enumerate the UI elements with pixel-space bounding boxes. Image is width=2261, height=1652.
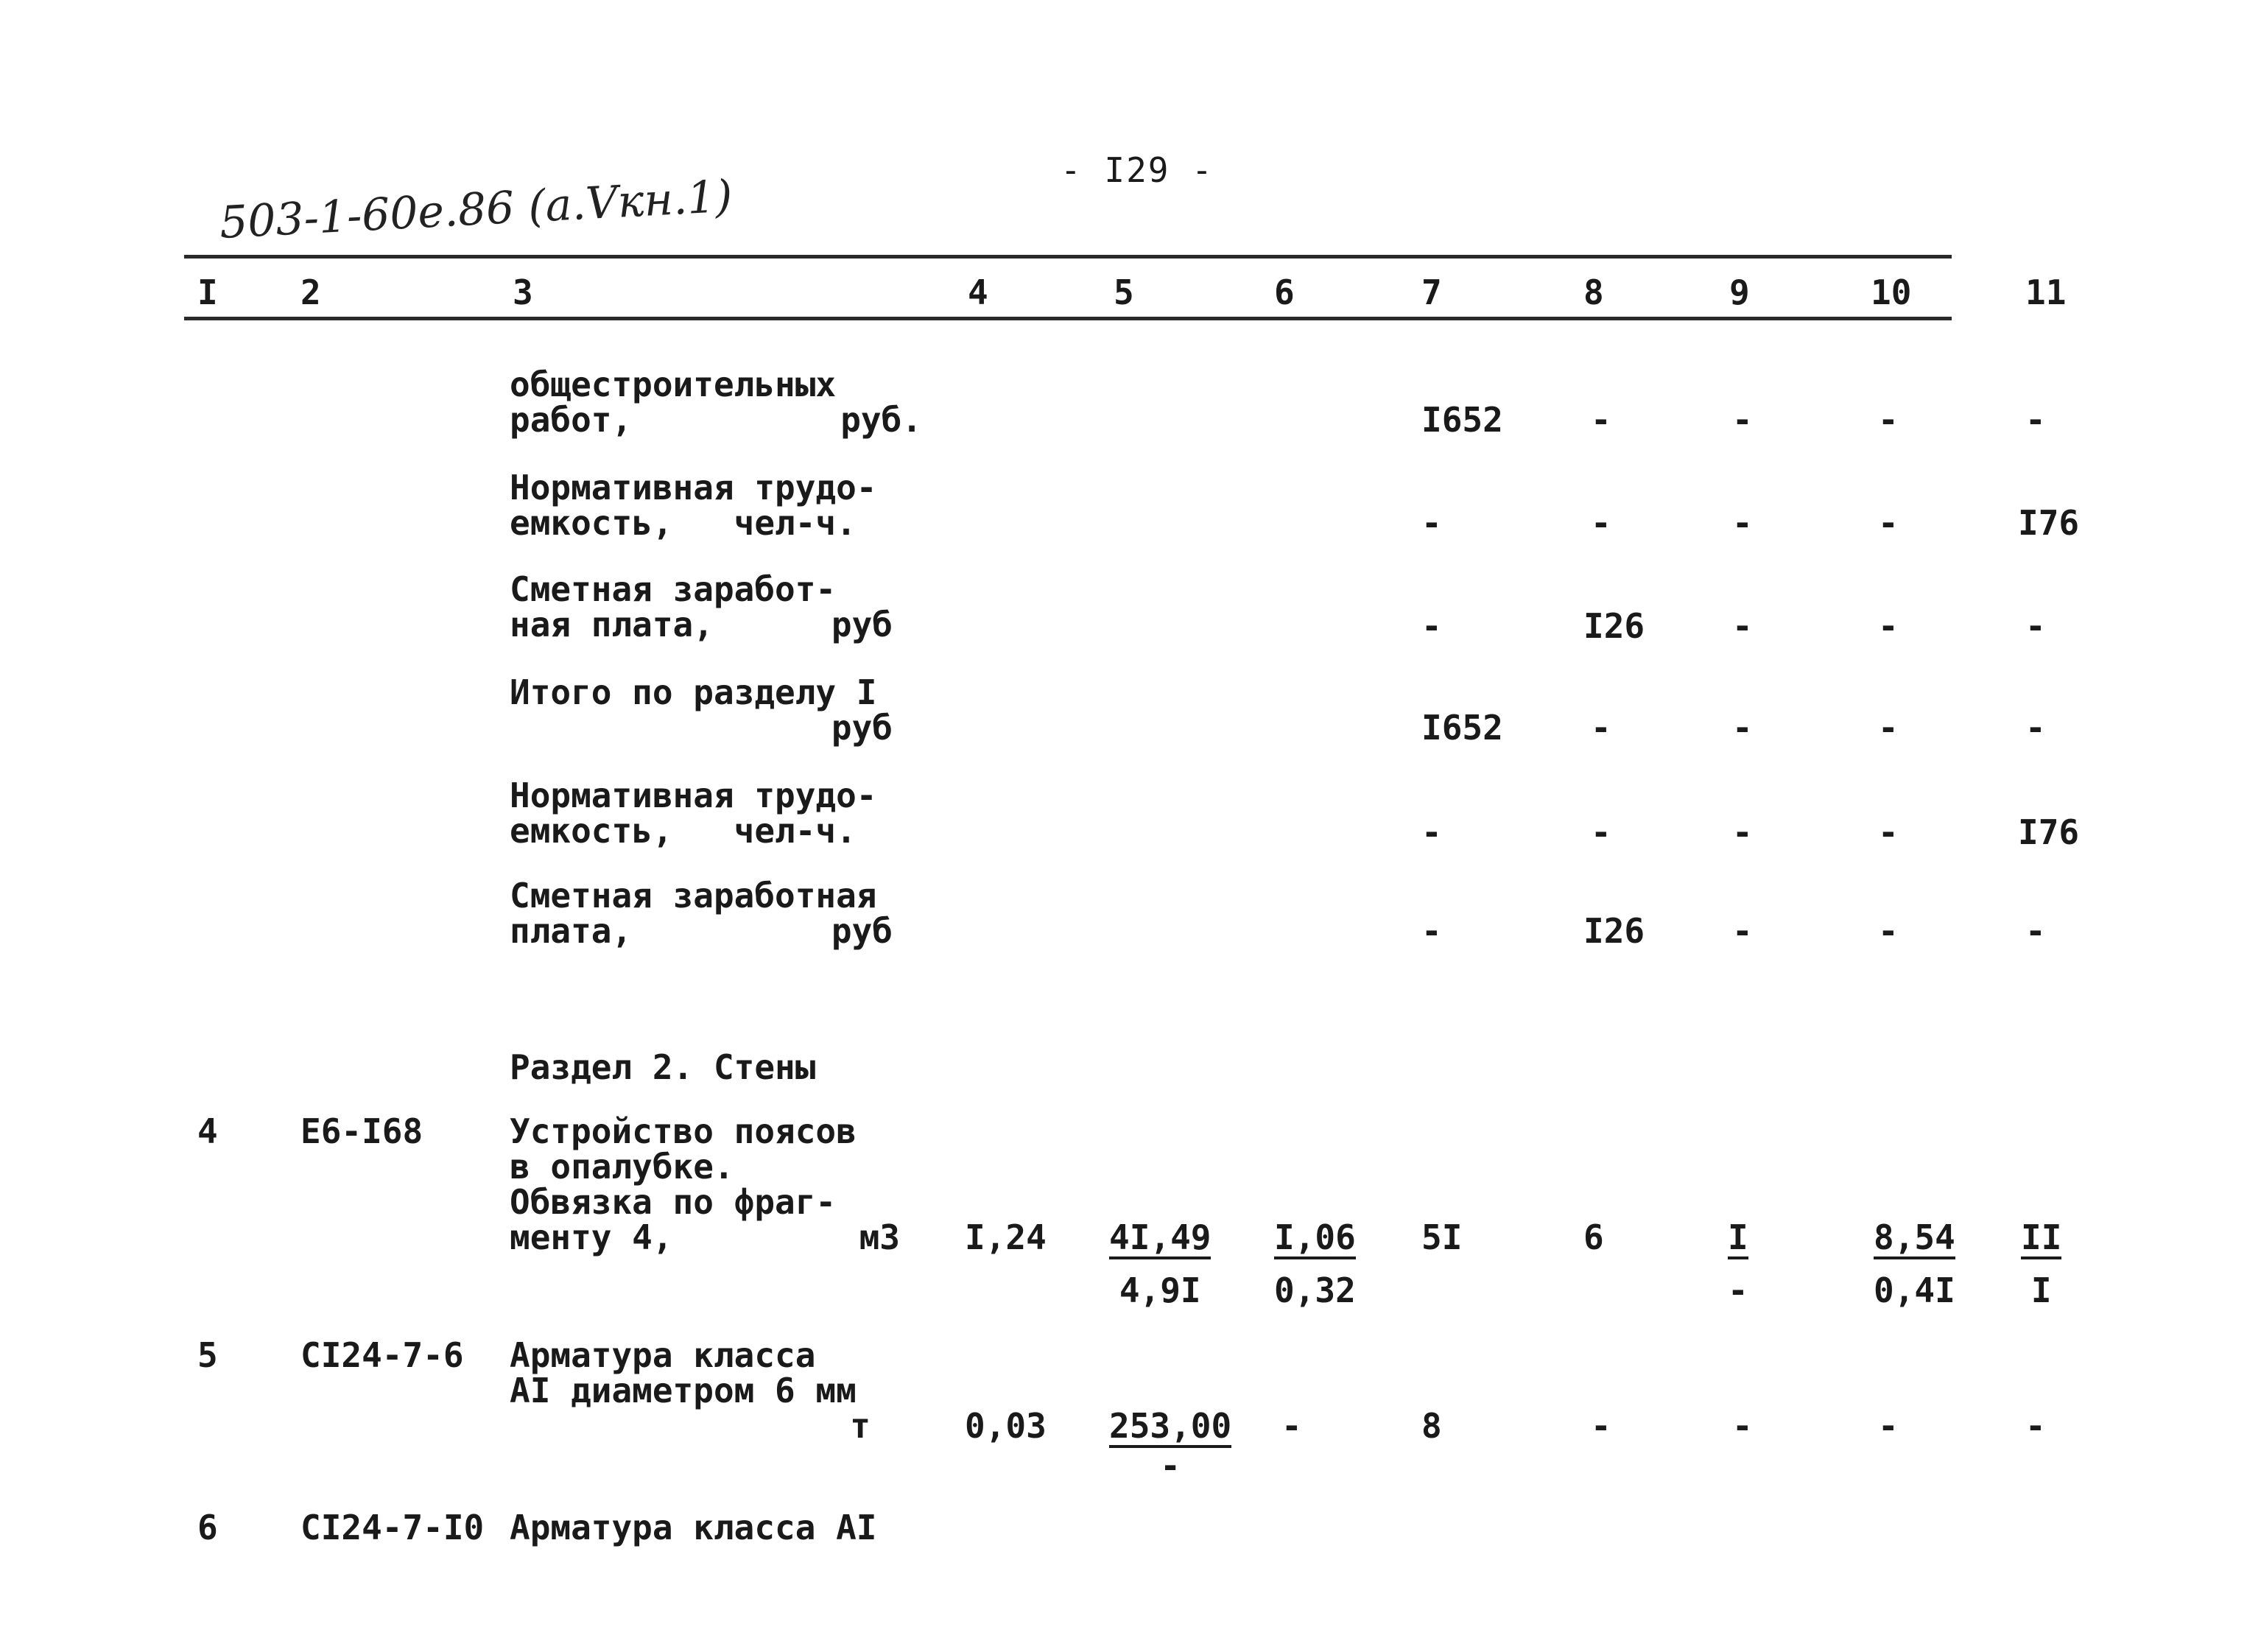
item-code: СI24-7-6 [300, 1335, 464, 1375]
item-number: 5 [197, 1335, 218, 1375]
item-col11-fraction: II I [2021, 1217, 2062, 1310]
item-col8: 6 [1583, 1217, 1604, 1257]
summary-row-col10: - [1878, 812, 1899, 852]
summary-row-description: Нормативная трудо- емкость, чел-ч. [510, 468, 877, 543]
summary-row-col11: - [2025, 400, 2046, 440]
column-header-1: I [197, 273, 218, 312]
document-code-handwritten: 503-1-60е.86 (а.Vкн.1) [218, 170, 734, 249]
summary-row-col10: - [1878, 708, 1899, 748]
unit-label: т [850, 1406, 871, 1446]
summary-row-col11: - [2025, 606, 2046, 646]
item-col9-fraction: I - [1728, 1217, 1748, 1310]
summary-row-col9: - [1732, 708, 1753, 748]
item-col8: - [1591, 1406, 1611, 1446]
item-description: Арматура класса АI диаметром 6 мм т [510, 1338, 922, 1444]
column-header-4: 4 [968, 273, 988, 312]
summary-row-col10: - [1878, 503, 1899, 543]
column-header-8: 8 [1583, 273, 1604, 312]
column-header-5: 5 [1114, 273, 1134, 312]
summary-row-col11: - [2025, 911, 2046, 951]
summary-row-col9: - [1732, 812, 1753, 852]
summary-row-description: Итого по разделу I руб [510, 675, 922, 745]
unit-label: чел-ч. [734, 811, 857, 851]
table-header-rule [184, 317, 1952, 320]
summary-row-col11: I76 [2018, 812, 2080, 852]
table-top-rule [184, 255, 1952, 259]
summary-row-description: Сметная заработная плата, руб [510, 876, 893, 951]
item-code: Е6-I68 [300, 1111, 423, 1151]
item-quantity: 0,03 [965, 1406, 1047, 1446]
item-description: Устройство поясов в опалубке. Обвязка по фраг- менту 4, м3 [510, 1111, 900, 1257]
item-col7: 5I [1421, 1217, 1463, 1257]
column-header-3: 3 [513, 273, 533, 312]
column-header-9: 9 [1729, 273, 1750, 312]
item-number: 6 [197, 1508, 218, 1547]
summary-row-col8: I26 [1583, 911, 1645, 951]
summary-row-col11: - [2025, 708, 2046, 748]
item-col6: - [1281, 1406, 1302, 1446]
item-code: СI24-7-I0 [300, 1508, 485, 1547]
item-col10: - [1878, 1406, 1899, 1446]
summary-row-col10: - [1878, 911, 1899, 951]
unit-label: руб [831, 605, 893, 644]
summary-row-description: общестроительных работ, руб. [510, 365, 922, 440]
unit-label: руб [831, 911, 893, 951]
page-number: - I29 - [1061, 150, 1214, 190]
item-col7: 8 [1421, 1406, 1442, 1446]
summary-row-description: Нормативная трудо- емкость, чел-ч. [510, 776, 877, 851]
summary-row-col7: - [1421, 503, 1442, 543]
summary-row-col7: - [1421, 812, 1442, 852]
summary-row-col8: I26 [1583, 606, 1645, 646]
summary-row-description: Сметная заработ- ная плата, руб [510, 569, 893, 644]
summary-row-col7: I652 [1421, 400, 1503, 440]
summary-row-col11: I76 [2018, 503, 2080, 543]
summary-row-col9: - [1732, 503, 1753, 543]
item-col6-fraction: I,06 0,32 [1274, 1217, 1356, 1310]
column-header-6: 6 [1274, 273, 1295, 312]
unit-label: чел-ч. [734, 503, 857, 543]
column-header-2: 2 [300, 273, 321, 312]
summary-row-col9: - [1732, 606, 1753, 646]
summary-row-col9: - [1732, 911, 1753, 951]
column-header-11: 11 [2025, 273, 2067, 312]
item-number: 4 [197, 1111, 218, 1151]
item-col5-fraction: 4I,49 4,9I [1109, 1217, 1212, 1310]
summary-row-col8: - [1591, 503, 1611, 543]
summary-row-col7: - [1421, 911, 1442, 951]
summary-row-col8: - [1591, 400, 1611, 440]
summary-row-col8: - [1591, 812, 1611, 852]
unit-label: м3 [859, 1217, 900, 1257]
item-quantity: I,24 [965, 1217, 1047, 1257]
section-title: Раздел 2. Стены [510, 1047, 816, 1087]
summary-row-col8: - [1591, 708, 1611, 748]
column-header-7: 7 [1421, 273, 1442, 312]
summary-row-col7: I652 [1421, 708, 1503, 748]
summary-row-col10: - [1878, 606, 1899, 646]
item-col11: - [2025, 1406, 2046, 1446]
item-col9: - [1732, 1406, 1753, 1446]
item-description: Арматура класса АI [510, 1508, 877, 1547]
item-col5-fraction: 253,00 - [1109, 1406, 1232, 1486]
unit-label: руб [831, 708, 893, 748]
item-col10-fraction: 8,54 0,4I [1874, 1217, 1955, 1310]
unit-label: руб. [840, 400, 922, 440]
column-header-10: 10 [1871, 273, 1912, 312]
summary-row-col10: - [1878, 400, 1899, 440]
summary-row-col9: - [1732, 400, 1753, 440]
summary-row-col7: - [1421, 606, 1442, 646]
